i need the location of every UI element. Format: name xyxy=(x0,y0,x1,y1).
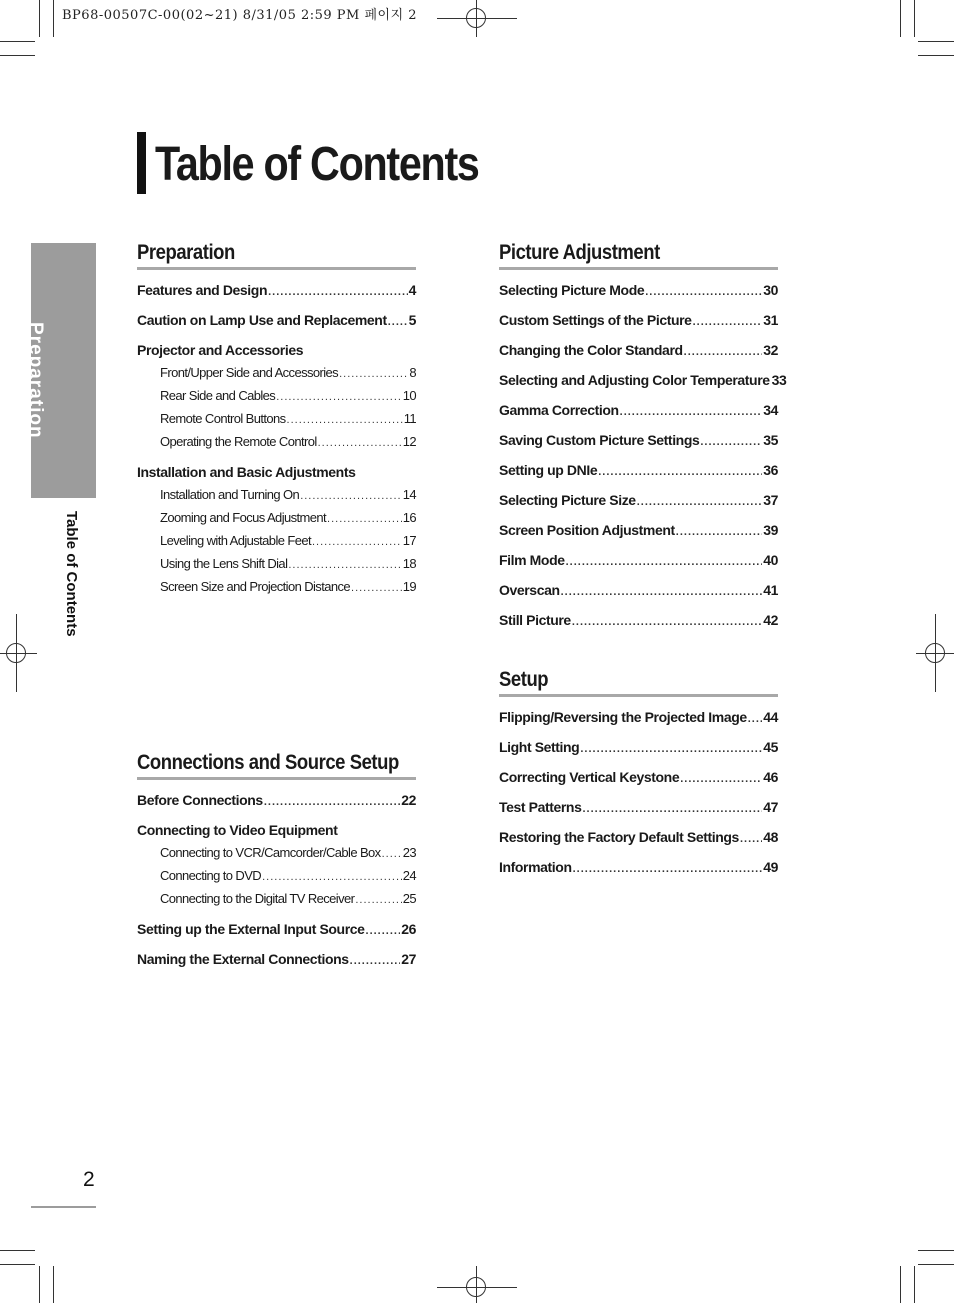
toc-entry-label: Naming the External Connections xyxy=(137,951,349,967)
dot-leader xyxy=(573,859,763,879)
toc-entry[interactable] xyxy=(137,508,416,528)
toc-entry[interactable] xyxy=(499,430,778,450)
section-heading: Connections and Source Setup xyxy=(137,751,399,774)
toc-entry-label: Correcting Vertical Keystone xyxy=(499,769,680,785)
toc-entry-page: 35 xyxy=(763,432,778,448)
toc-entry[interactable] xyxy=(137,889,416,909)
dot-leader xyxy=(287,410,403,430)
dot-leader xyxy=(645,282,762,302)
dot-leader xyxy=(312,532,402,552)
toc-entry-page: 31 xyxy=(763,312,778,328)
toc-entry[interactable] xyxy=(137,919,416,939)
toc-entry[interactable] xyxy=(137,363,416,383)
toc-entry[interactable] xyxy=(137,409,416,429)
toc-entry-label: Remote Control Buttons xyxy=(160,411,286,426)
toc-group-heading xyxy=(137,462,416,482)
toc-entry-page: 46 xyxy=(763,769,778,785)
dot-leader xyxy=(566,552,763,572)
toc-entry[interactable] xyxy=(137,577,416,597)
section-heading: Setup xyxy=(499,668,549,691)
toc-entry-label: Changing the Color Standard xyxy=(499,342,683,358)
toc-entry-label: Before Connections xyxy=(137,792,263,808)
toc-entry-label: Zooming and Focus Adjustment xyxy=(160,510,327,525)
toc-entry-label: Leveling with Adjustable Feet xyxy=(160,533,311,548)
toc-entry[interactable] xyxy=(137,843,416,863)
toc-entry-label: Connecting to Video Equipment xyxy=(137,822,338,838)
dot-leader xyxy=(339,364,408,384)
toc-entry-label: Using the Lens Shift Dial xyxy=(160,556,288,571)
toc-entry-page: 40 xyxy=(763,552,778,568)
section-connections xyxy=(137,749,416,979)
toc-entry-page: 14 xyxy=(402,487,416,502)
toc-entry-label: Saving Custom Picture Settings xyxy=(499,432,700,448)
toc-entry-label: Features and Design xyxy=(137,282,268,298)
toc-entry-label: Restoring the Factory Default Settings xyxy=(499,829,739,845)
dot-leader xyxy=(300,486,402,506)
toc-entry[interactable] xyxy=(499,310,778,330)
title-accent-bar xyxy=(137,132,146,194)
print-slug: BP68-00507C-00(02~21) 8/31/05 2:59 PM 페이지 2 xyxy=(62,8,418,23)
toc-entry-label: Projector and Accessories xyxy=(137,342,304,358)
toc-entry-page: 47 xyxy=(763,799,778,815)
toc-entry[interactable] xyxy=(137,432,416,452)
toc-entry-page: 45 xyxy=(763,739,778,755)
toc-entry-page: 36 xyxy=(763,462,778,478)
dot-leader xyxy=(748,709,762,729)
toc-entry-label: Installation and Turning On xyxy=(160,487,300,502)
toc-entry[interactable] xyxy=(137,866,416,886)
toc-entry[interactable] xyxy=(499,490,778,510)
toc-entry-page: 27 xyxy=(401,951,416,967)
page-number: 2 xyxy=(83,1168,95,1191)
dot-leader xyxy=(561,582,763,602)
toc-entry[interactable] xyxy=(499,340,778,360)
dot-leader xyxy=(276,387,402,407)
toc-list xyxy=(137,280,416,597)
dot-leader xyxy=(327,509,402,529)
toc-entry-label: Information xyxy=(499,859,572,875)
toc-entry-label: Installation and Basic Adjustments xyxy=(137,464,356,480)
section-rule xyxy=(137,267,416,270)
toc-entry-label: Setting up the External Input Source xyxy=(137,921,365,937)
dot-leader xyxy=(693,312,763,332)
dot-leader xyxy=(366,921,401,941)
toc-entry[interactable] xyxy=(499,370,787,390)
dot-leader xyxy=(318,433,402,453)
toc-entry-label: Custom Settings of the Picture xyxy=(499,312,692,328)
toc-entry-label: Film Mode xyxy=(499,552,565,568)
dot-leader xyxy=(740,829,762,849)
side-tab-sub-label: Table of Contents xyxy=(63,511,80,637)
toc-entry-page: 42 xyxy=(763,612,778,628)
toc-entry-label: Operating the Remote Control xyxy=(160,434,317,449)
dot-leader xyxy=(268,282,408,302)
dot-leader xyxy=(264,792,400,812)
toc-entry[interactable] xyxy=(499,737,778,757)
toc-entry-page: 41 xyxy=(763,582,778,598)
dot-leader xyxy=(350,951,401,971)
page-title: Table of Contents xyxy=(155,138,479,191)
toc-entry-page: 24 xyxy=(402,868,416,883)
toc-group-heading xyxy=(137,820,416,840)
toc-entry-label: Front/Upper Side and Accessories xyxy=(160,365,339,380)
toc-entry-page: 5 xyxy=(408,312,416,328)
side-tab-label: Preparation xyxy=(25,322,46,439)
dot-leader xyxy=(351,578,402,598)
toc-entry-page: 4 xyxy=(408,282,416,298)
toc-entry-label: Overscan xyxy=(499,582,560,598)
toc-entry-label: Connecting to VCR/Camcorder/Cable Box xyxy=(160,845,381,860)
toc-entry-page: 18 xyxy=(402,556,416,571)
toc-entry[interactable] xyxy=(499,520,778,540)
toc-group-heading xyxy=(137,340,416,360)
toc-entry-page: 49 xyxy=(763,859,778,875)
toc-entry-page: 11 xyxy=(403,411,416,426)
dot-leader xyxy=(288,555,401,575)
toc-entry-page: 26 xyxy=(401,921,416,937)
section-heading: Preparation xyxy=(137,241,235,264)
toc-entry-label: Still Picture xyxy=(499,612,571,628)
toc-entry-page: 10 xyxy=(402,388,416,403)
toc-entry-page: 8 xyxy=(409,365,416,380)
toc-entry-page: 48 xyxy=(763,829,778,845)
toc-entry[interactable] xyxy=(499,550,778,570)
toc-entry-page: 17 xyxy=(402,533,416,548)
toc-entry-label: Selecting and Adjusting Color Temperature xyxy=(499,372,770,388)
toc-entry-page: 33 xyxy=(771,372,787,388)
toc-entry-page: 39 xyxy=(763,522,778,538)
page-number-rule xyxy=(31,1206,96,1208)
dot-leader xyxy=(262,867,402,887)
section-picture-adjustment xyxy=(499,239,787,640)
toc-entry-label: Screen Size and Projection Distance xyxy=(160,579,351,594)
section-rule xyxy=(499,694,778,697)
toc-entry[interactable] xyxy=(499,400,778,420)
toc-entry-page: 44 xyxy=(763,709,778,725)
toc-list xyxy=(499,707,778,877)
toc-entry[interactable] xyxy=(499,767,778,787)
toc-entry-page: 37 xyxy=(763,492,778,508)
toc-entry[interactable] xyxy=(499,827,778,847)
dot-leader xyxy=(684,342,763,362)
toc-entry[interactable] xyxy=(137,949,416,969)
dot-leader xyxy=(598,462,762,482)
toc-entry-page: 22 xyxy=(401,792,416,808)
toc-entry-label: Test Patterns xyxy=(499,799,582,815)
section-preparation xyxy=(137,239,416,607)
dot-leader xyxy=(580,739,762,759)
toc-entry[interactable] xyxy=(499,857,778,877)
toc-entry[interactable] xyxy=(499,610,778,630)
dot-leader xyxy=(620,402,763,422)
toc-entry[interactable] xyxy=(137,485,416,505)
toc-list xyxy=(499,280,787,630)
toc-entry[interactable] xyxy=(137,531,416,551)
section-heading: Picture Adjustment xyxy=(499,241,660,264)
toc-entry[interactable] xyxy=(137,790,416,810)
toc-entry-page: 16 xyxy=(402,510,416,525)
toc-entry-label: Gamma Correction xyxy=(499,402,619,418)
toc-entry-label: Light Setting xyxy=(499,739,580,755)
toc-entry[interactable] xyxy=(499,707,778,727)
dot-leader xyxy=(572,612,762,632)
dot-leader xyxy=(637,492,763,512)
toc-entry[interactable] xyxy=(499,280,778,300)
toc-entry-label: Setting up DNIe xyxy=(499,462,598,478)
toc-entry[interactable] xyxy=(137,310,416,330)
toc-entry[interactable] xyxy=(137,386,416,406)
dot-leader xyxy=(700,432,762,452)
toc-entry[interactable] xyxy=(137,554,416,574)
toc-entry-label: Connecting to DVD xyxy=(160,868,262,883)
toc-entry-page: 34 xyxy=(763,402,778,418)
toc-entry[interactable] xyxy=(499,797,778,817)
toc-entry-page: 19 xyxy=(402,579,416,594)
dot-leader xyxy=(382,844,402,864)
toc-list xyxy=(137,790,416,969)
toc-entry-page: 30 xyxy=(763,282,778,298)
toc-entry[interactable] xyxy=(499,580,778,600)
toc-entry-label: Caution on Lamp Use and Replacement xyxy=(137,312,387,328)
toc-entry-label: Connecting to the Digital TV Receiver xyxy=(160,891,355,906)
toc-entry-label: Screen Position Adjustment xyxy=(499,522,675,538)
toc-entry-page: 25 xyxy=(402,891,416,906)
section-rule xyxy=(499,267,778,270)
toc-entry-label: Rear Side and Cables xyxy=(160,388,276,403)
toc-entry-page: 32 xyxy=(763,342,778,358)
section-rule xyxy=(137,777,416,780)
dot-leader xyxy=(676,522,762,542)
toc-entry-label: Selecting Picture Mode xyxy=(499,282,645,298)
toc-entry-page: 12 xyxy=(402,434,416,449)
toc-entry[interactable] xyxy=(499,460,778,480)
toc-entry-label: Selecting Picture Size xyxy=(499,492,636,508)
toc-entry[interactable] xyxy=(137,280,416,300)
dot-leader xyxy=(388,312,408,332)
toc-entry-label: Flipping/Reversing the Projected Image xyxy=(499,709,747,725)
dot-leader xyxy=(680,769,762,789)
dot-leader xyxy=(355,890,401,910)
section-setup xyxy=(499,666,778,887)
toc-entry-page: 23 xyxy=(402,845,416,860)
dot-leader xyxy=(582,799,762,819)
